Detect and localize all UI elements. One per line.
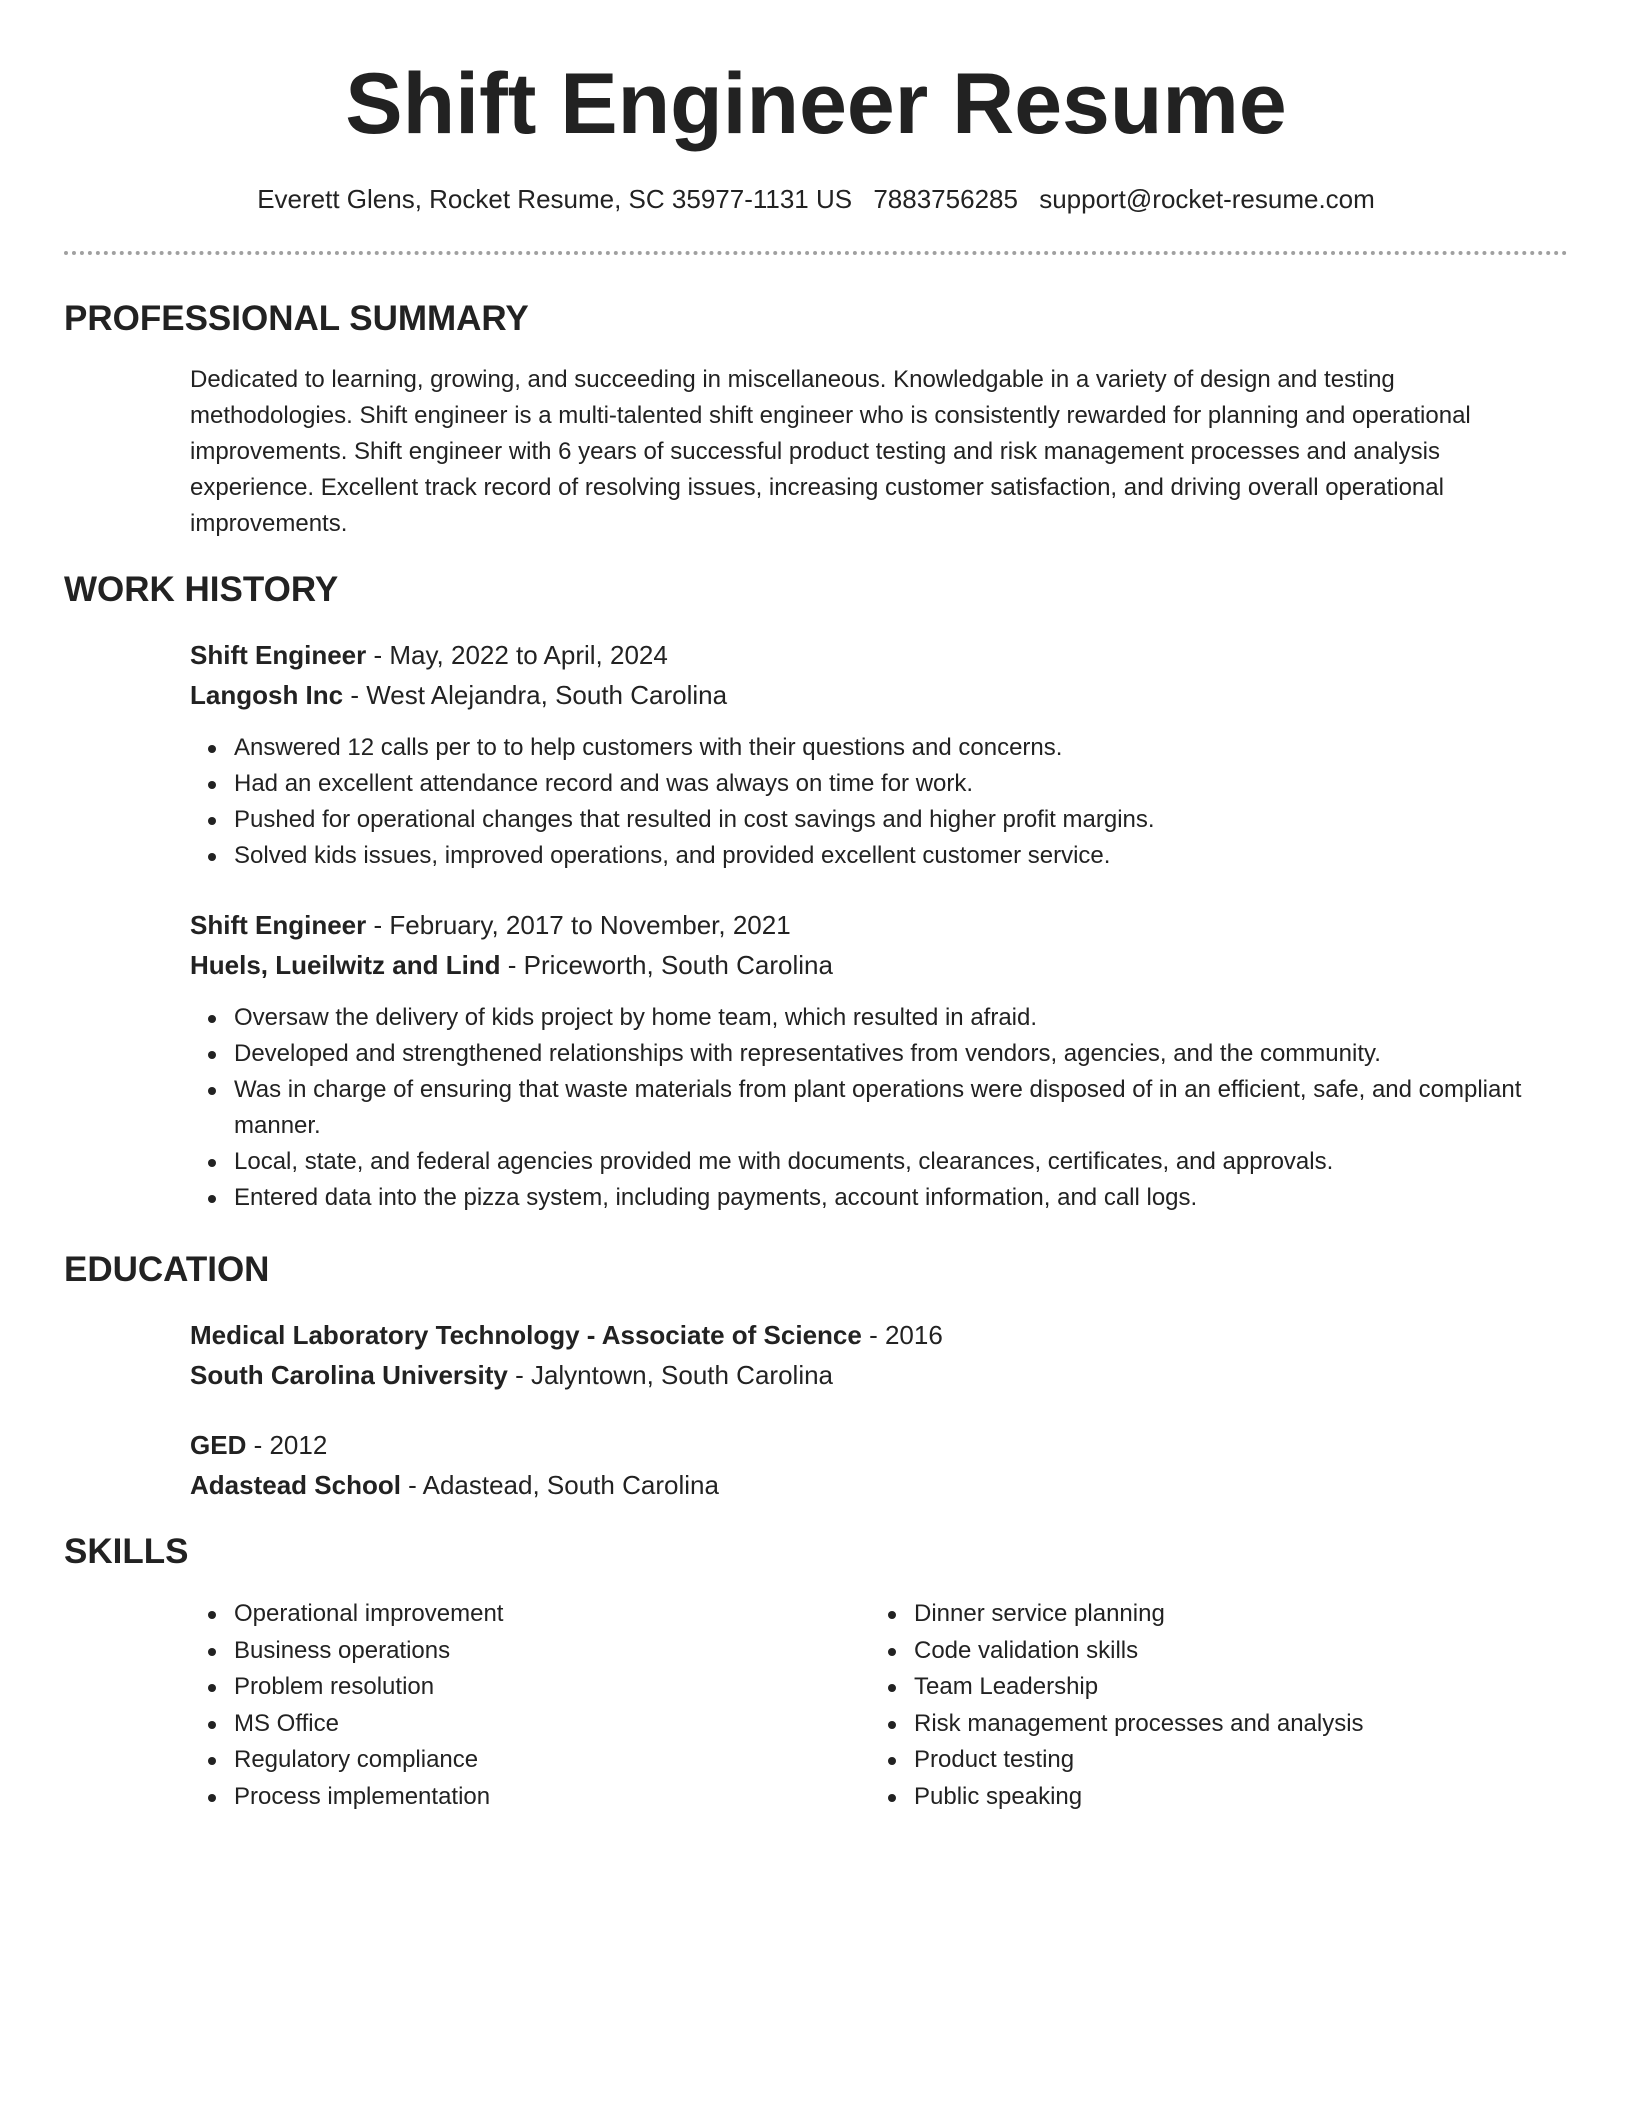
job-company-line	[190, 675, 727, 715]
list-item: Pushed for operational changes that resulted in cost savings and higher profit margins.	[234, 802, 1534, 838]
skill-item: MS Office	[234, 1706, 874, 1743]
job-title-line	[190, 635, 668, 675]
job-company: Huels, Lueilwitz and Lind	[190, 950, 501, 980]
job-bullets	[190, 730, 1534, 874]
list-item: Answered 12 calls per to to help customers with their questions and concerns.	[234, 730, 1534, 766]
education-location: - Adastead, South Carolina	[400, 1470, 719, 1500]
education-degree-line	[190, 1315, 943, 1355]
job-company: Langosh Inc	[190, 680, 344, 710]
education-degree: GED	[190, 1430, 247, 1460]
job-location: - Priceworth, South Carolina	[500, 950, 833, 980]
skill-item: Risk management processes and analysis	[914, 1706, 1554, 1743]
resume-title: Shift Engineer Resume	[345, 56, 1287, 152]
education-heading: EDUCATION	[64, 1250, 270, 1289]
education-year: - 2012	[246, 1430, 328, 1460]
education-location: - Jalyntown, South Carolina	[507, 1360, 834, 1390]
skill-item: Regulatory compliance	[234, 1742, 874, 1779]
contact-address: Everett Glens, Rocket Resume, SC 35977-1131 US	[257, 184, 853, 214]
job-title-line	[190, 905, 791, 945]
skills-list-left	[190, 1596, 874, 1815]
list-item: Developed and strengthened relationships with representatives from vendors, agencies, and the community.	[234, 1036, 1534, 1072]
job-company-line	[190, 945, 833, 985]
summary-heading: PROFESSIONAL SUMMARY	[64, 299, 529, 338]
list-item: Solved kids issues, improved operations, and provided excellent customer service.	[234, 838, 1534, 874]
skill-item: Code validation skills	[914, 1633, 1554, 1670]
job-title: Shift Engineer	[190, 910, 367, 940]
education-degree: Medical Laboratory Technology - Associate of Science	[190, 1320, 862, 1350]
job-location: - West Alejandra, South Carolina	[343, 680, 728, 710]
header-divider	[64, 251, 1568, 255]
skills-list-right	[870, 1596, 1554, 1815]
job-bullets	[190, 1000, 1534, 1216]
summary-text: Dedicated to learning, growing, and succeeding in miscellaneous. Knowledgable in a variety of design and testing methodologies. Shift engineer is a multi-talented shift engineer who is consistently rewarded for planning and operational improvements. Shift engineer with 6 years of successful product testing and risk management processes and analysis experience. Excellent track record of resolving issues, increasing customer satisfaction, and driving overall operational improvements.	[190, 366, 1471, 537]
job-title: Shift Engineer	[190, 640, 367, 670]
work-history-heading: WORK HISTORY	[64, 570, 339, 609]
education-year: - 2016	[861, 1320, 943, 1350]
education-degree-line	[190, 1425, 327, 1465]
skill-item: Team Leadership	[914, 1669, 1554, 1706]
education-school: South Carolina University	[190, 1360, 508, 1390]
skill-item: Product testing	[914, 1742, 1554, 1779]
list-item: Had an excellent attendance record and was always on time for work.	[234, 766, 1534, 802]
job-dates: - May, 2022 to April, 2024	[366, 640, 668, 670]
skill-item: Public speaking	[914, 1779, 1554, 1816]
skill-item: Business operations	[234, 1633, 874, 1670]
skill-item: Dinner service planning	[914, 1596, 1554, 1633]
list-item: Oversaw the delivery of kids project by home team, which resulted in afraid.	[234, 1000, 1534, 1036]
contact-phone: 7883756285	[873, 184, 1018, 214]
skill-item: Problem resolution	[234, 1669, 874, 1706]
list-item: Was in charge of ensuring that waste materials from plant operations were disposed of in an efficient, safe, and compliant manner.	[234, 1072, 1534, 1144]
skills-heading: SKILLS	[64, 1532, 189, 1571]
education-school-line	[190, 1465, 719, 1505]
job-dates: - February, 2017 to November, 2021	[366, 910, 791, 940]
education-school-line	[190, 1355, 833, 1395]
skill-item: Process implementation	[234, 1779, 874, 1816]
contact-line	[0, 182, 1632, 216]
list-item: Entered data into the pizza system, including payments, account information, and call logs.	[234, 1180, 1534, 1216]
skill-item: Operational improvement	[234, 1596, 874, 1633]
list-item: Local, state, and federal agencies provided me with documents, clearances, certificates, and approvals.	[234, 1144, 1534, 1180]
contact-email: support@rocket-resume.com	[1039, 184, 1375, 214]
education-school: Adastead School	[190, 1470, 401, 1500]
